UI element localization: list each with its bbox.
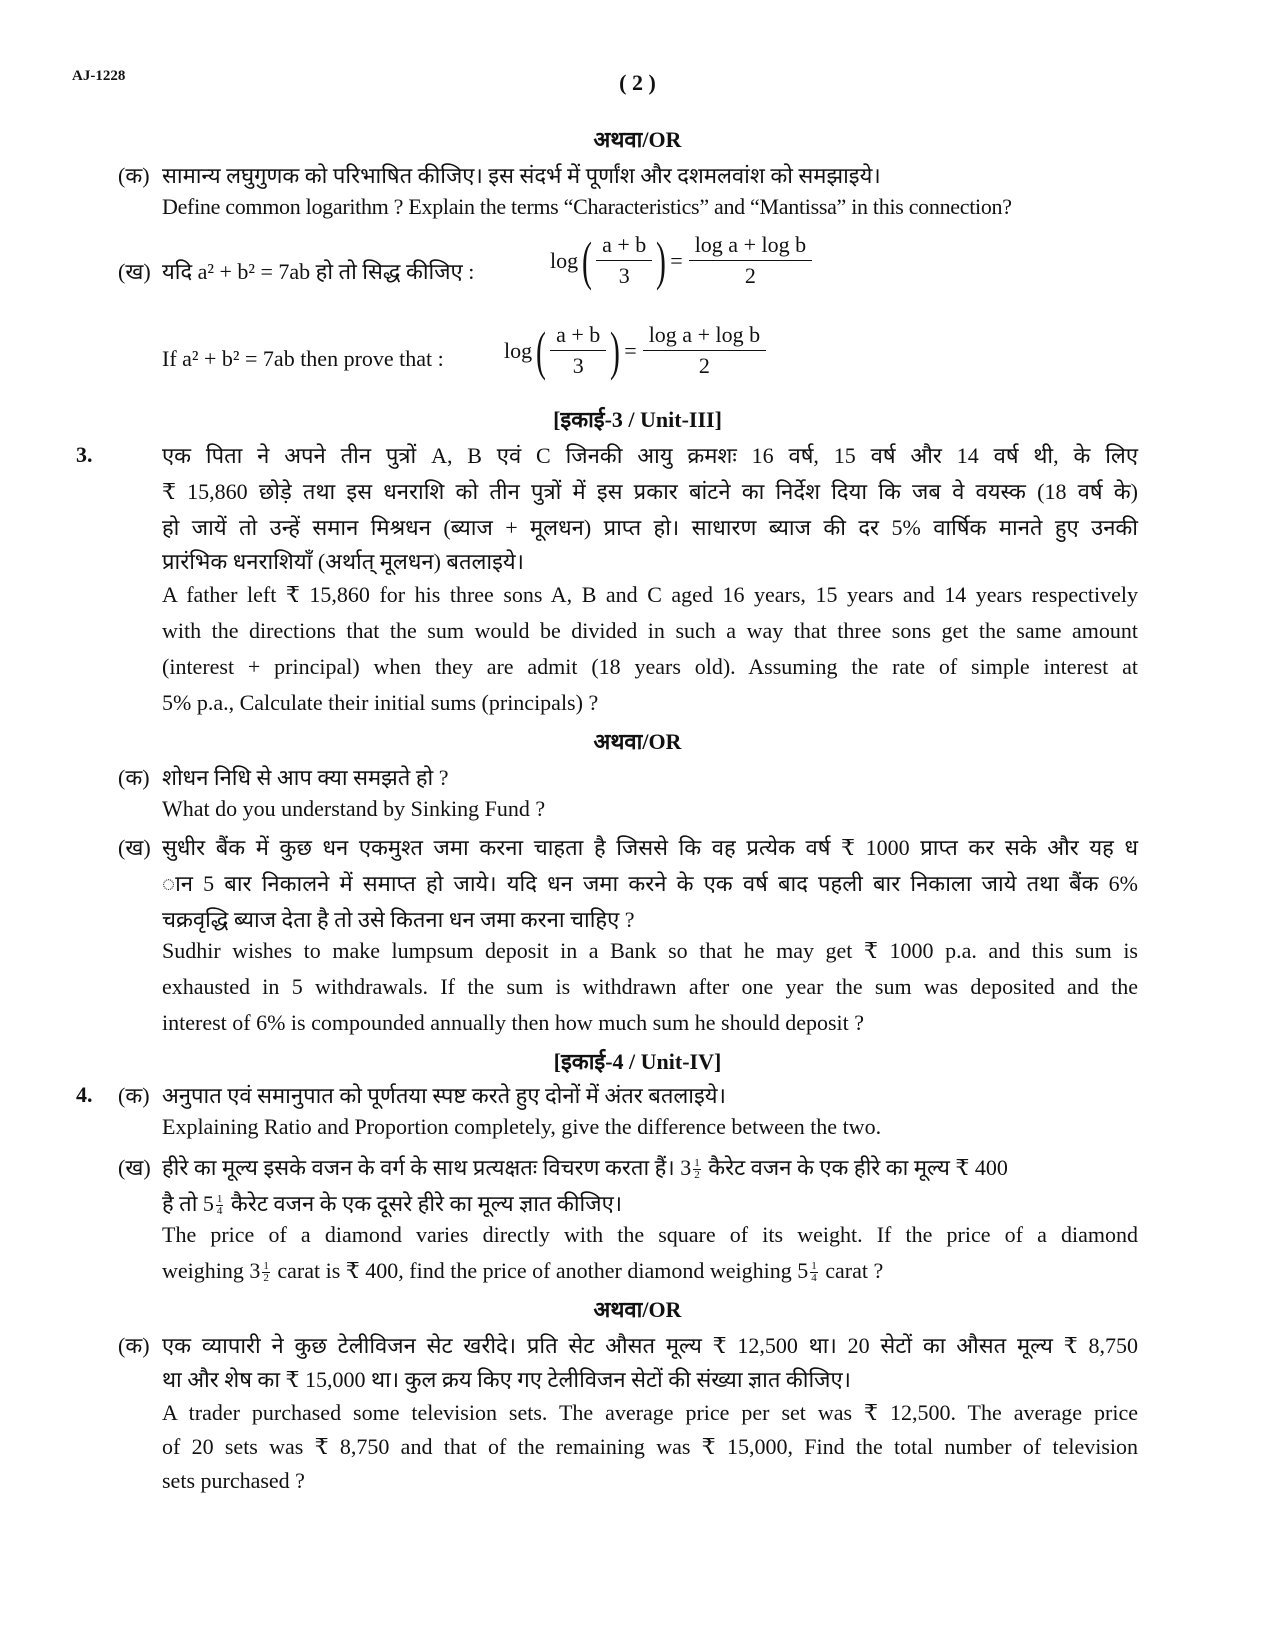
question-text-english: (interest + principal) when they are admit (18 years old). Assuming the rate of simple interest at (162, 654, 1138, 679)
item-label: (ख) (118, 835, 151, 860)
question-text-english: If a² + b² = 7ab then prove that : (162, 346, 444, 371)
mixed-fraction (262, 1261, 270, 1284)
numerator: a + b (596, 232, 652, 261)
open-paren: ( (582, 230, 593, 291)
fraction-numerator: 1 (694, 1157, 700, 1170)
question-text-hindi: ान 5 बार निकालने में समाप्त हो जाये। यदि धन जमा करने के एक वर्ष बाद पहली बार निकाला जाये तथा बैंक 6% (162, 871, 1138, 896)
item-label: (ख) (118, 1155, 151, 1180)
unit-heading: [इकाई-4 / Unit-IV] (553, 1049, 722, 1074)
numerator: log a + log b (689, 232, 812, 261)
item-label: (ख) (118, 259, 151, 284)
question-text-hindi: था और शेष का ₹ 15,000 था। कुल क्रय किए गए टेलीविजन सेटों की संख्या ज्ञात कीजिए। (162, 1367, 851, 1392)
question-text-hindi: हो जायें तो उन्हें समान मिश्रधन (ब्याज + मूलधन) प्राप्त हो। साधारण ब्याज की दर 5% वार्षिक मानते हुए उनकी (162, 515, 1138, 540)
question-text-hindi (162, 1152, 1008, 1182)
fraction (643, 322, 766, 379)
log-symbol: log (504, 337, 533, 363)
item-label: (क) (118, 163, 150, 188)
unit-heading: [इकाई-3 / Unit-III] (553, 407, 722, 432)
text-run: हीरे का मूल्य इसके वजन के वर्ग के साथ प्रत्यक्षतः विचरण करता हैं। 3 (162, 1155, 692, 1180)
or-heading: अथवा/OR (593, 1297, 682, 1322)
question-text-english: of 20 sets was ₹ 8,750 and that of the remaining was ₹ 15,000, Find the total number of television (162, 1434, 1138, 1459)
mixed-fraction (693, 1158, 701, 1181)
fraction-numerator: 1 (263, 1260, 269, 1273)
question-number: 4. (76, 1082, 93, 1107)
question-text-english: 5% p.a., Calculate their initial sums (principals) ? (162, 690, 599, 715)
paren-group (532, 322, 624, 379)
question-text-english: with the directions that the sum would be divided in such a way that three sons get the same amount (162, 618, 1138, 643)
question-text-hindi: सुधीर बैंक में कुछ धन एकमुश्त जमा करना चाहता है जिससे कि वह प्रत्येक वर्ष ₹ 1000 प्राप्त कर सके और यह ध (162, 835, 1138, 860)
question-text-hindi: एक व्यापारी ने कुछ टेलीविजन सेट खरीदे। प्रति सेट औसत मूल्य ₹ 12,500 था। 20 सेटों का औसत मूल्य ₹ 8,750 (162, 1333, 1138, 1358)
fraction-numerator: 1 (811, 1260, 817, 1273)
close-paren: ) (610, 320, 621, 381)
question-text-english (162, 1258, 883, 1284)
fraction (596, 232, 652, 289)
question-text-english: Explaining Ratio and Proportion completely, give the difference between the two. (162, 1114, 882, 1139)
fraction-denominator: 2 (263, 1272, 269, 1285)
question-text-english: exhausted in 5 withdrawals. If the sum is withdrawn after one year the sum was deposited and the (162, 974, 1138, 999)
text-run: है तो 5 (162, 1191, 214, 1216)
item-label: (क) (118, 765, 150, 790)
item-label: (क) (118, 1083, 150, 1108)
question-text-english: What do you understand by Sinking Fund ? (162, 796, 546, 821)
question-text-hindi: एक पिता ने अपने तीन पुत्रों A, B एवं C जिनकी आयु क्रमशः 16 वर्ष, 15 वर्ष और 14 वर्ष थी, के लिए (162, 443, 1138, 468)
question-text-hindi: शोधन निधि से आप क्या समझते हो ? (162, 765, 449, 790)
fraction (550, 322, 606, 379)
question-number: 3. (76, 442, 93, 467)
or-heading: अथवा/OR (593, 127, 682, 152)
question-text-hindi: प्रारंभिक धनराशियाँ (अर्थात् मूलधन) बतलाइये। (162, 549, 525, 574)
log-symbol: log (550, 247, 579, 273)
paper-code: AJ-1228 (72, 68, 126, 84)
log-formula (550, 232, 818, 289)
question-text-english: A father left ₹ 15,860 for his three sons A, B and C aged 16 years, 15 years and 14 years respectively (162, 582, 1138, 607)
text-run: carat ? (825, 1258, 884, 1283)
question-text-english: sets purchased ? (162, 1468, 305, 1493)
question-text-english: Define common logarithm ? Explain the terms “Characteristics” and “Mantissa” in this connection? (162, 194, 1012, 219)
denominator: 2 (698, 353, 710, 378)
question-text-english: A trader purchased some television sets. The average price per set was ₹ 12,500. The average price (162, 1400, 1138, 1425)
denominator: 3 (618, 263, 630, 288)
numerator: a + b (550, 322, 606, 351)
question-text-hindi: सामान्य लघुगुणक को परिभाषित कीजिए। इस संदर्भ में पूर्णांश और दशमलवांश को समझाइये। (162, 163, 881, 188)
mixed-fraction (216, 1194, 224, 1217)
open-paren: ( (536, 320, 547, 381)
text-run: कैरेट वजन के एक हीरे का मूल्य ₹ 400 (708, 1155, 1008, 1180)
question-text-hindi: ₹ 15,860 छोड़े तथा इस धनराशि को तीन पुत्रों में इस प्रकार बांटने का निर्देश दिया कि जब वे वयस्क (18 वर्ष के) (162, 479, 1138, 504)
numerator: log a + log b (643, 322, 766, 351)
question-text-hindi: चक्रवृद्धि ब्याज देता है तो उसे कितना धन जमा करना चाहिए ? (162, 907, 635, 932)
item-label: (क) (118, 1333, 150, 1358)
question-text-hindi (162, 1188, 622, 1218)
or-heading: अथवा/OR (593, 729, 682, 754)
question-text-hindi: यदि a² + b² = 7ab हो तो सिद्ध कीजिए : (162, 259, 475, 284)
denominator: 2 (744, 263, 756, 288)
question-text-english: Sudhir wishes to make lumpsum deposit in a Bank so that he may get ₹ 1000 p.a. and this sum is (162, 938, 1138, 963)
fraction-denominator: 4 (216, 1205, 223, 1218)
equals-sign: = (670, 247, 683, 273)
question-text-english: interest of 6% is compounded annually then how much sum he should deposit ? (162, 1010, 865, 1035)
fraction (689, 232, 812, 289)
denominator: 3 (572, 353, 584, 378)
mixed-fraction (810, 1261, 818, 1284)
close-paren: ) (656, 230, 667, 291)
equals-sign: = (624, 337, 637, 363)
text-run: carat is ₹ 400, find the price of another diamond weighing 5 (277, 1258, 809, 1283)
fraction-denominator: 4 (811, 1272, 817, 1285)
question-text-english: The price of a diamond varies directly with the square of its weight. If the price of a diamond (162, 1222, 1138, 1247)
text-run: weighing 3 (162, 1258, 261, 1283)
paren-group (578, 232, 670, 289)
question-text-hindi: अनुपात एवं समानुपात को पूर्णतया स्पष्ट करते हुए दोनों में अंतर बतलाइये। (162, 1083, 726, 1108)
text-run: कैरेट वजन के एक दूसरे हीरे का मूल्य ज्ञात कीजिए। (230, 1191, 623, 1216)
page-number: ( 2 ) (619, 70, 656, 95)
fraction-denominator: 2 (694, 1169, 700, 1182)
log-formula (504, 322, 772, 379)
fraction-numerator: 1 (216, 1193, 223, 1206)
